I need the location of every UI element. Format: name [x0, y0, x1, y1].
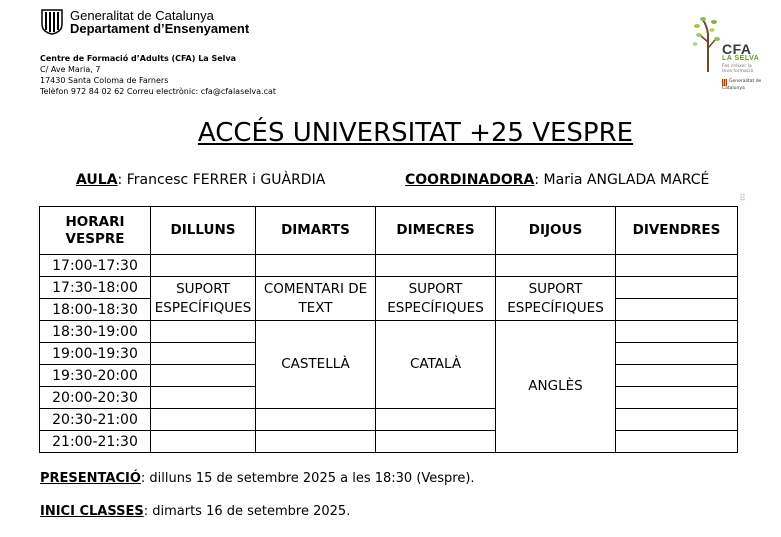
empty-cell	[151, 343, 256, 365]
inici-classes-value: : dimarts 16 de setembre 2025.	[143, 504, 351, 519]
aula-line	[76, 172, 325, 188]
center-address-line2: 17430 Santa Coloma de Farners	[40, 76, 169, 85]
empty-cell	[256, 255, 376, 277]
empty-cell	[151, 409, 256, 431]
table-header-row	[40, 207, 738, 255]
empty-cell	[616, 387, 738, 409]
generalitat-logo	[40, 9, 249, 35]
aula-value: : Francesc FERRER i GUÀRDIA	[117, 172, 326, 188]
time-slot: 20:00-20:30	[40, 387, 151, 409]
table-row	[40, 277, 738, 299]
empty-cell	[616, 299, 738, 321]
empty-cell	[151, 255, 256, 277]
center-contact: Telèfon 972 84 02 62 Correu electrònic: cfa@cfalaselva.cat	[40, 87, 277, 96]
presentacio-value: : dilluns 15 de setembre 2025 a les 18:30 (Vespre).	[140, 471, 475, 486]
time-slot: 17:30-18:00	[40, 277, 151, 299]
dijous-suport-especifiques: SUPORT ESPECÍFIQUES	[496, 277, 616, 321]
presentacio-line	[40, 471, 475, 486]
empty-cell	[616, 343, 738, 365]
coordinadora-label: COORDINADORA	[405, 172, 535, 188]
cfa-logo-generalitat	[722, 79, 762, 91]
department-name: Departament d’Ensenyament	[70, 21, 250, 36]
time-slot: 17:00-17:30	[40, 255, 151, 277]
center-address-line1: C/ Ave Maria, 7	[40, 65, 101, 74]
empty-cell	[616, 431, 738, 453]
empty-cell	[616, 321, 738, 343]
dimecres-suport-especifiques: SUPORT ESPECÍFIQUES	[376, 277, 496, 321]
time-slot: 19:00-19:30	[40, 343, 151, 365]
tree-icon	[693, 14, 723, 74]
empty-cell	[616, 365, 738, 387]
empty-cell	[256, 431, 376, 453]
empty-cell	[616, 409, 738, 431]
time-slot: 21:00-21:30	[40, 431, 151, 453]
time-slot: 20:30-21:00	[40, 409, 151, 431]
empty-cell	[616, 255, 738, 277]
header-divendres: DIVENDRES	[616, 207, 738, 255]
header-dilluns: DILLUNS	[151, 207, 256, 255]
cfa-la-selva-logo	[693, 14, 763, 94]
inici-classes-label: INICI CLASSES	[40, 504, 144, 519]
header-dimarts: DIMARTS	[256, 207, 376, 255]
senyera-icon	[722, 79, 727, 86]
time-slot: 18:30-19:00	[40, 321, 151, 343]
inici-classes-line	[40, 504, 350, 519]
empty-cell	[151, 321, 256, 343]
empty-cell	[256, 409, 376, 431]
dimarts-castella: CASTELLÀ	[256, 321, 376, 409]
table-row	[40, 321, 738, 343]
cfa-logo-tagline: Fes créixer la teva formació	[722, 64, 754, 74]
empty-cell	[151, 387, 256, 409]
dimecres-catala: CATALÀ	[376, 321, 496, 409]
schedule-table	[39, 206, 738, 453]
coordinadora-line	[405, 172, 709, 188]
empty-cell	[376, 255, 496, 277]
dijous-angles: ANGLÈS	[496, 321, 616, 453]
empty-cell	[376, 431, 496, 453]
table-row	[40, 255, 738, 277]
time-slot: 18:00-18:30	[40, 299, 151, 321]
presentacio-label: PRESENTACIÓ	[40, 471, 141, 486]
cfa-logo-title: CFA	[722, 41, 752, 57]
generalitat-emblem-icon	[40, 9, 64, 35]
empty-cell	[496, 255, 616, 277]
center-name: Centre de Formació d’Adults (CFA) La Selva	[40, 54, 237, 63]
generalitat-name: Generalitat de Catalunya	[70, 8, 214, 23]
cfa-logo-gen-text: Generalitat de Catalunya	[722, 79, 762, 91]
page-title: ACCÉS UNIVERSITAT +25 VESPRE	[197, 118, 634, 148]
coordinadora-value: : Maria ANGLADA MARCÉ	[534, 172, 710, 188]
dimarts-comentari-de-text: COMENTARI DE TEXT	[256, 277, 376, 321]
header-dijous: DIJOUS	[496, 207, 616, 255]
center-info	[40, 53, 276, 97]
cfa-logo-subtitle: LA SELVA	[722, 55, 760, 62]
empty-cell	[376, 409, 496, 431]
aula-label: AULA	[76, 172, 118, 188]
empty-cell	[151, 431, 256, 453]
empty-cell	[151, 365, 256, 387]
table-move-handle-icon[interactable]: ⠿	[739, 194, 746, 204]
header-dimecres: DIMECRES	[376, 207, 496, 255]
empty-cell	[616, 277, 738, 299]
table-row	[40, 431, 738, 453]
dilluns-suport-especifiques: SUPORT ESPECÍFIQUES	[151, 277, 256, 321]
header-horari: HORARI VESPRE	[40, 207, 151, 255]
time-slot: 19:30-20:00	[40, 365, 151, 387]
table-row	[40, 409, 738, 431]
